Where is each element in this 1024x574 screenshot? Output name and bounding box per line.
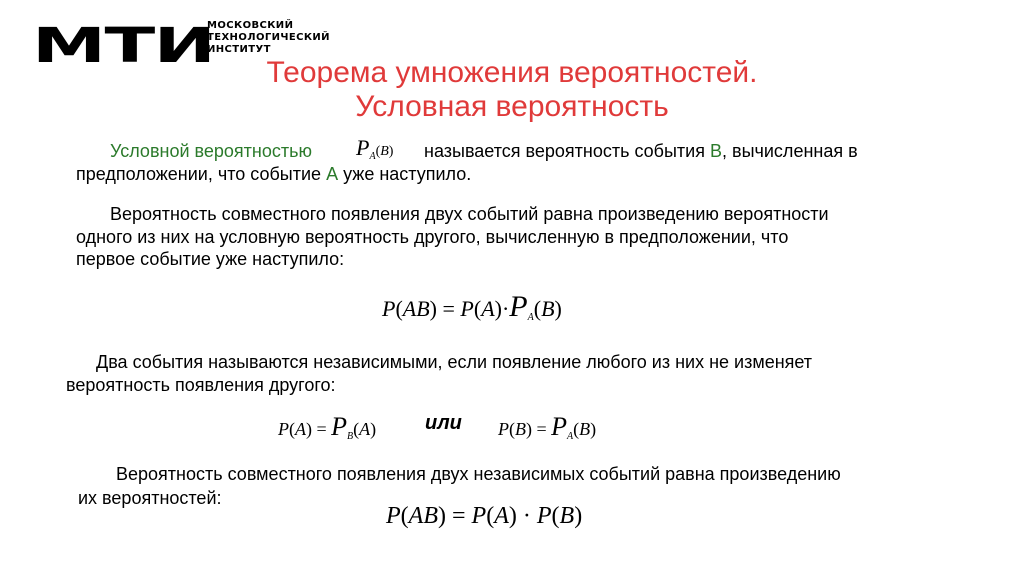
institute-name-line3: ИНСТИТУТ — [207, 44, 271, 55]
definition-text-line2 — [76, 163, 471, 185]
theorem-line2: одного из них на условную вероятность другого, вычисленную в предположении, что — [76, 227, 789, 247]
definition-line2-b: уже наступило. — [338, 164, 472, 184]
formula-multiplication: $P(AB) = P(A)\cdot P_A(B)$ — [382, 290, 562, 323]
definition-term: Условной вероятностью — [110, 141, 312, 161]
institute-name-line1: МОСКОВСКИЙ — [207, 20, 294, 31]
mti-logo: МТИ — [32, 18, 215, 74]
slide-title-line2: Условная вероятность — [355, 90, 669, 123]
independence-line1: Два события называются независимыми, если появление любого из них не изменяет — [96, 352, 813, 372]
theorem-line3: первое событие уже наступило: — [76, 249, 345, 269]
or-word — [425, 412, 462, 435]
event-b: B — [709, 141, 722, 161]
independence-line2: вероятность появления другого: — [66, 375, 336, 395]
formula-pa-b: $P_A(B)$ — [356, 135, 394, 162]
formula-independent-product: P(AB) = P(A) · P(B) — [386, 503, 583, 529]
independent-product-line2: их вероятностей: — [78, 488, 222, 508]
definition-text-line1 — [424, 140, 858, 162]
formula-independence-b: $P(B) = P_A(B)$ — [498, 412, 597, 442]
theorem-line1: Вероятность совместного появления двух событий равна произведению вероятности — [110, 204, 829, 224]
independent-product-line1: Вероятность совместного появления двух независимых событий равна произведению — [116, 464, 841, 484]
definition-text-a: называется вероятность события — [424, 141, 710, 161]
formula-independence-a: $P(A) = P_B(A)$ — [278, 412, 377, 442]
or-word-text: или — [425, 412, 462, 434]
definition-line2-a: предположении, что событие — [76, 164, 327, 184]
event-a: А — [326, 164, 339, 184]
institute-name-line2: ТЕХНОЛОГИЧЕСКИЙ — [207, 32, 330, 43]
slide-title-line1: Теорема умножения вероятностей. — [266, 56, 758, 89]
definition-text-b: , вычисленная в — [722, 141, 858, 161]
institute-name — [207, 20, 330, 56]
